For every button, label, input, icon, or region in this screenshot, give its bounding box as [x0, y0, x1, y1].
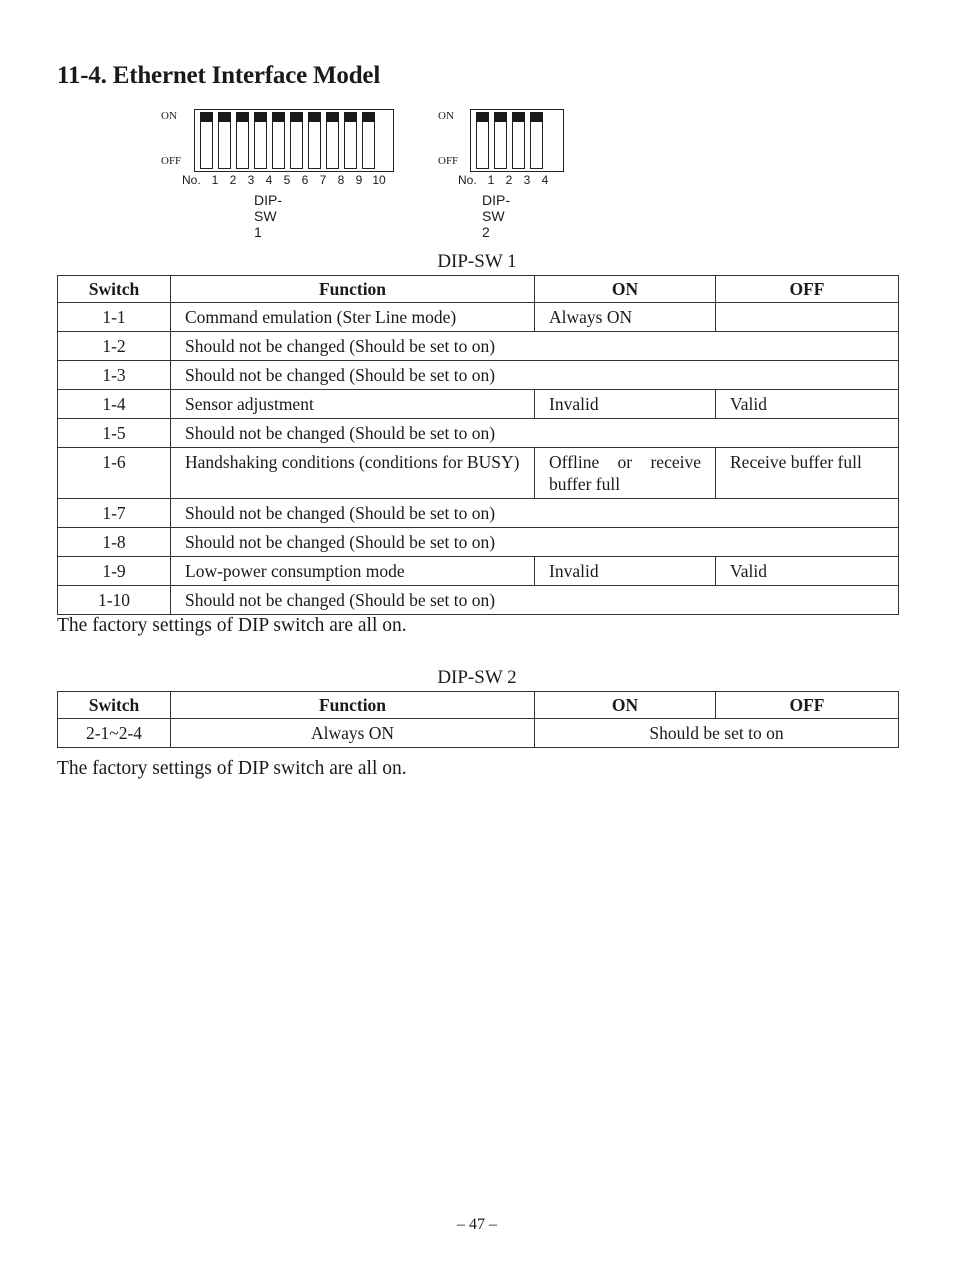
switch-cell: 2-1~2-4 — [58, 719, 171, 748]
page-number: – 47 – — [457, 1216, 497, 1233]
on-off-cell: Should be set to on — [535, 719, 899, 748]
switch-4 — [254, 112, 267, 169]
switch-1 — [200, 112, 213, 169]
table2-caption: DIP-SW 2 — [437, 667, 517, 688]
header-function: Function — [171, 276, 535, 303]
table-row — [58, 528, 899, 557]
on-label: ON — [438, 110, 454, 122]
function-cell: Handshaking conditions (conditions for BUSY) — [171, 448, 535, 499]
switch-3 — [512, 112, 525, 169]
off-cell: Receive buffer full — [716, 448, 899, 499]
switch-4 — [530, 112, 543, 169]
off-cell: Valid — [716, 557, 899, 586]
function-cell: Should not be changed (Should be set to on) — [171, 499, 899, 528]
switch-cell: 1-3 — [58, 361, 171, 390]
on-cell: Offline or receive buffer full — [535, 448, 716, 499]
dip-sw1-table — [57, 275, 899, 615]
on-cell: Invalid — [535, 390, 716, 419]
function-cell: Should not be changed (Should be set to on) — [171, 528, 899, 557]
table-row — [58, 332, 899, 361]
on-cell: Always ON — [535, 303, 716, 332]
dip-sw1-body — [194, 109, 394, 172]
switch-10 — [362, 112, 375, 169]
dip-sw2-numbers: No. 1 2 3 4 — [458, 173, 549, 187]
switch-1 — [476, 112, 489, 169]
switch-cell: 1-8 — [58, 528, 171, 557]
table1-caption: DIP-SW 1 — [437, 251, 517, 272]
off-label: OFF — [438, 155, 459, 167]
factory-settings-note-2: The factory settings of DIP switch are all on. — [57, 758, 407, 779]
switch-cell: 1-2 — [58, 332, 171, 361]
function-cell: Always ON — [171, 719, 535, 748]
dip-sw1-caption: DIP-SW 1 — [254, 192, 282, 240]
table-row — [58, 448, 899, 499]
function-cell: Should not be changed (Should be set to on) — [171, 361, 899, 390]
table-header-row — [58, 276, 899, 303]
off-label: OFF — [161, 155, 182, 167]
switch-2 — [218, 112, 231, 169]
no-label: No. — [458, 173, 477, 187]
section-heading: 11-4. Ethernet Interface Model — [57, 62, 381, 89]
header-off: OFF — [716, 692, 899, 719]
function-cell: Command emulation (Ster Line mode) — [171, 303, 535, 332]
table-row — [58, 390, 899, 419]
switch-6 — [290, 112, 303, 169]
table-row — [58, 499, 899, 528]
on-label: ON — [161, 110, 177, 122]
header-function: Function — [171, 692, 535, 719]
table-row — [58, 419, 899, 448]
header-switch: Switch — [58, 692, 171, 719]
switch-cell: 1-10 — [58, 586, 171, 615]
header-off: OFF — [716, 276, 899, 303]
header-on: ON — [535, 692, 716, 719]
function-cell: Should not be changed (Should be set to on) — [171, 419, 899, 448]
dip-sw1-numbers: No. 1 2 3 4 5 6 7 8 9 10 — [182, 173, 386, 187]
table-header-row — [58, 692, 899, 719]
switch-7 — [308, 112, 321, 169]
no-label: No. — [182, 173, 201, 187]
switch-5 — [272, 112, 285, 169]
dip-sw2-body — [470, 109, 564, 172]
header-on: ON — [535, 276, 716, 303]
off-cell — [716, 303, 899, 332]
switch-cell: 1-4 — [58, 390, 171, 419]
switch-cell: 1-5 — [58, 419, 171, 448]
function-cell: Should not be changed (Should be set to on) — [171, 332, 899, 361]
switch-8 — [326, 112, 339, 169]
switch-cell: 1-1 — [58, 303, 171, 332]
off-cell: Valid — [716, 390, 899, 419]
switch-2 — [494, 112, 507, 169]
factory-settings-note-1: The factory settings of DIP switch are all on. — [57, 615, 407, 636]
switch-9 — [344, 112, 357, 169]
table-row — [58, 557, 899, 586]
switch-cell: 1-7 — [58, 499, 171, 528]
table-row — [58, 586, 899, 615]
switch-3 — [236, 112, 249, 169]
switch-cell: 1-6 — [58, 448, 171, 499]
header-switch: Switch — [58, 276, 171, 303]
table-row — [58, 303, 899, 332]
function-cell: Sensor adjustment — [171, 390, 535, 419]
dip-sw2-caption: DIP-SW 2 — [482, 192, 510, 240]
table-row — [58, 361, 899, 390]
function-cell: Should not be changed (Should be set to on) — [171, 586, 899, 615]
function-cell: Low-power consumption mode — [171, 557, 535, 586]
dip-sw2-table — [57, 691, 899, 748]
table-row — [58, 719, 899, 748]
switch-cell: 1-9 — [58, 557, 171, 586]
on-cell: Invalid — [535, 557, 716, 586]
